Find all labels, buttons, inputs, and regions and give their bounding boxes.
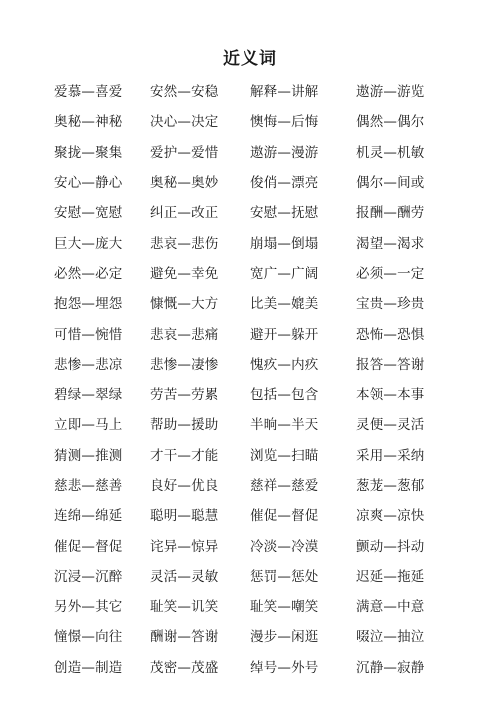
synonym-pair: 催促—督促: [54, 538, 123, 555]
synonym-row: [54, 257, 474, 287]
synonym-pair: 半晌—半天: [250, 417, 319, 434]
synonym-pair: 安慰—宽慰: [54, 205, 123, 222]
synonym-pair: 酬谢—答谢: [150, 629, 219, 646]
page-title: 近义词: [223, 49, 277, 69]
synonym-row: [54, 469, 474, 499]
synonym-pair: 葱茏—葱郁: [356, 478, 425, 494]
synonym-pair: 良好—优良: [150, 478, 219, 494]
synonym-pair: 耻笑—嘲笑: [250, 599, 319, 616]
synonym-pair: 安然—安稳: [150, 84, 219, 101]
synonym-row: [54, 166, 474, 196]
synonym-pair: 悲哀—悲伤: [150, 235, 219, 252]
synonym-pair: 碧绿—翠绿: [54, 387, 123, 404]
synonym-pair: 本领—本事: [356, 387, 425, 404]
synonym-row: [54, 105, 474, 135]
synonym-pair: 慷慨—大方: [150, 296, 219, 313]
synonym-pair: 安心—静心: [54, 175, 123, 192]
synonym-row: [54, 196, 474, 226]
synonym-pair: 茂密—茂盛: [150, 659, 219, 676]
synonym-row: [54, 136, 474, 166]
synonym-pair: 偶然—偶尔: [356, 114, 425, 131]
synonym-pair: 满意—中意: [356, 599, 425, 616]
synonym-row: [54, 378, 474, 408]
synonym-pair: 可惜—惋惜: [54, 326, 123, 343]
synonym-pair: 偶尔—间或: [356, 175, 425, 192]
synonym-pair: 纠正—改正: [150, 205, 219, 222]
synonym-pair: 比美—媲美: [250, 296, 319, 313]
synonym-pair: 绰号—外号: [250, 659, 319, 676]
synonym-pair: 爱慕—喜爱: [54, 84, 123, 101]
synonym-row: [54, 75, 474, 105]
synonym-pair: 采用—采纳: [356, 447, 425, 464]
synonym-row: [54, 499, 474, 529]
synonym-pair: 抱怨—埋怨: [54, 296, 123, 313]
synonym-row: [54, 439, 474, 469]
synonym-pair: 崩塌—倒塌: [250, 235, 319, 252]
synonym-pair: 包括—包含: [250, 387, 319, 404]
synonym-pair: 爱护—爱惜: [150, 144, 219, 161]
synonym-pair: 催促—督促: [250, 508, 319, 525]
synonym-pair: 灵便—灵活: [356, 417, 425, 434]
synonym-pair: 连绵—绵延: [54, 508, 123, 525]
synonym-pair: 慈悲—慈善: [54, 478, 123, 494]
synonym-row: [54, 529, 474, 559]
synonym-pair: 浏览—扫瞄: [250, 447, 319, 464]
synonym-pair: 聚拢—聚集: [54, 144, 123, 161]
synonym-pair: 啜泣—抽泣: [356, 629, 425, 646]
synonym-row: [54, 620, 474, 650]
synonym-pair: 巨大—庞大: [54, 235, 123, 252]
synonym-pair: 必然—必定: [54, 265, 123, 282]
synonym-pair: 奥秘—神秘: [54, 114, 123, 131]
synonym-pair: 沉静—寂静: [356, 659, 425, 676]
synonym-pair: 才干—才能: [150, 447, 219, 464]
synonym-pair: 沉浸—沉醉: [54, 568, 123, 585]
synonym-pair: 猜测—推测: [54, 447, 123, 464]
synonym-pair: 聪明—聪慧: [150, 508, 219, 525]
synonym-pair: 迟延—拖延: [356, 568, 425, 585]
synonym-pair: 悲惨—悲凉: [54, 356, 123, 373]
synonym-pair: 诧异—惊异: [150, 538, 219, 555]
synonym-pair: 解释—讲解: [250, 84, 319, 101]
synonym-row: [54, 287, 474, 317]
synonym-pair: 立即—马上: [54, 417, 123, 434]
synonym-row: [54, 317, 474, 347]
synonym-pair: 灵活—灵敏: [150, 568, 219, 585]
synonym-pair: 报答—答谢: [356, 356, 425, 373]
synonym-pair: 懊悔—后悔: [250, 114, 319, 131]
synonym-pair: 慈祥—慈爱: [250, 478, 319, 494]
synonym-pair: 惩罚—惩处: [250, 568, 319, 585]
synonym-pair: 俊俏—漂亮: [250, 175, 319, 192]
synonym-pair: 安慰—抚慰: [250, 205, 319, 222]
synonym-pair: 决心—决定: [150, 114, 219, 131]
synonym-pair: 耻笑—讥笑: [150, 599, 219, 616]
synonym-row: [54, 348, 474, 378]
synonym-pair: 渴望—渴求: [356, 235, 425, 252]
synonym-row: [54, 590, 474, 620]
synonym-pair: 报酬—酬劳: [356, 205, 425, 222]
synonym-pair: 颤动—抖动: [356, 538, 425, 555]
synonym-pair: 必须—一定: [356, 265, 425, 282]
synonym-pair: 遨游—漫游: [250, 144, 319, 161]
synonym-pair: 愧疚—内疚: [250, 356, 319, 373]
synonym-pair: 机灵—机敏: [356, 144, 425, 161]
synonym-pair: 凉爽—凉快: [356, 508, 425, 525]
synonym-pair: 帮助—援助: [150, 417, 219, 434]
synonym-pair: 悲哀—悲痛: [150, 326, 219, 343]
synonym-pair: 宝贵—珍贵: [356, 296, 425, 313]
synonym-pair: 冷淡—冷漠: [250, 538, 319, 555]
synonym-pair: 漫步—闲逛: [250, 629, 319, 646]
synonym-pair: 避免—幸免: [150, 265, 219, 282]
synonym-pair: 悲惨—凄惨: [150, 356, 219, 373]
synonym-pair: 另外—其它: [54, 599, 123, 616]
synonym-pair: 宽广—广阔: [250, 265, 319, 282]
synonym-pair: 遨游—游览: [356, 84, 425, 101]
synonym-pair: 恐怖—恐惧: [356, 326, 425, 343]
synonym-row: [54, 408, 474, 438]
synonym-pair: 憧憬—向往: [54, 629, 123, 646]
synonym-row: [54, 651, 474, 681]
synonym-pair: 劳苦—劳累: [150, 387, 219, 404]
synonym-row: [54, 560, 474, 590]
synonym-row: [54, 226, 474, 256]
synonym-pair: 创造—制造: [54, 659, 123, 676]
synonym-pair: 避开—躲开: [250, 326, 319, 343]
synonym-table: [54, 75, 474, 681]
synonym-pair: 奥秘—奥妙: [150, 175, 219, 192]
